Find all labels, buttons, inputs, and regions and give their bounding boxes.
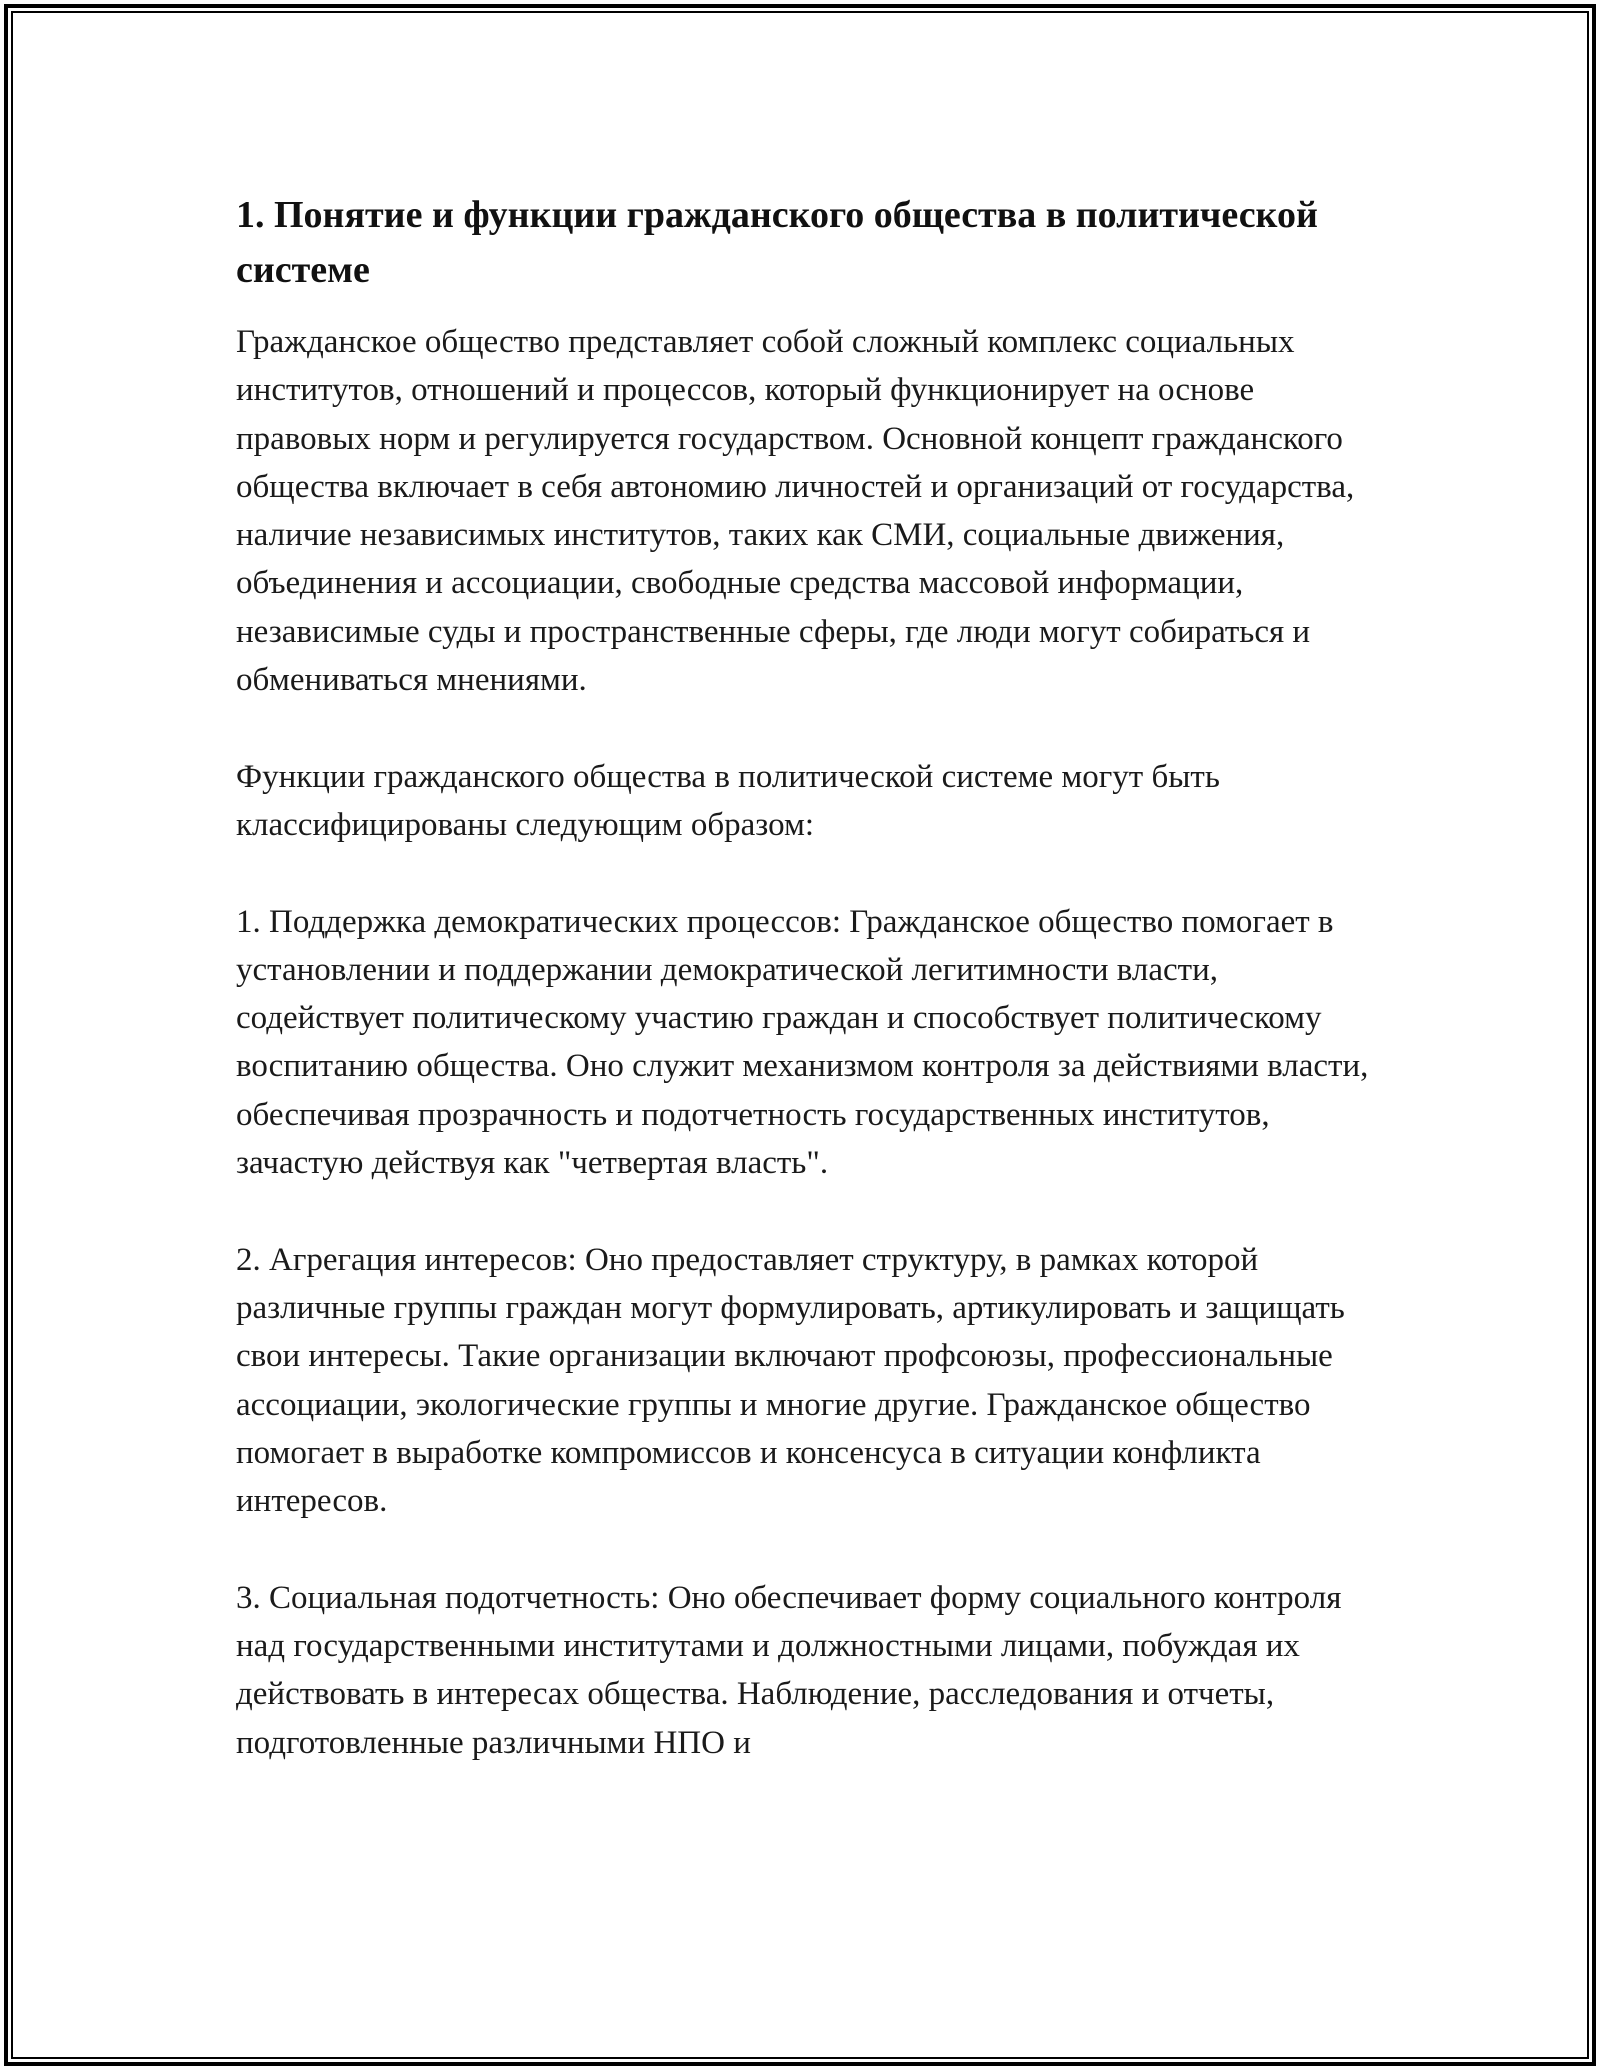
function-item-aggregation: 2. Агрегация интересов: Оно предоставляет структуру, в рамках которой различные группы граждан могут формулировать, артикулировать и защищать свои интересы. Такие организации включают профсоюзы, профессиональные ассоциации, экологические группы и многие другие. Гражданское общество помогает в выработке компромиссов и консенсуса в ситуации конфликта интересов. xyxy=(236,1241,1345,1520)
section-heading: 1. Понятие и функции гражданского общества в политической системе xyxy=(236,194,1318,291)
intro-paragraph: Гражданское общество представляет собой сложный комплекс социальных институтов, отношений и процессов, который функционирует на основе правовых норм и регулируется государством. Основной концепт гражданского общества включает в себя автономию личностей и организаций от государства, наличие независимых институтов, таких как СМИ, социальные движения, объединения и ассоциации, свободные средства массовой информации, независимые суды и пространственные сферы, где люди могут собираться и обмениваться мнениями. xyxy=(236,324,1355,699)
document-body xyxy=(236,188,1386,1767)
function-item-accountability: 3. Социальная подотчетность: Оно обеспечивает форму социального контроля над государственными институтами и должностными лицами, побуждая их действовать в интересах общества. Наблюдение, расследования и отчеты, подготовленные различными НПО и xyxy=(236,1579,1342,1761)
functions-intro-paragraph: Функции гражданского общества в политической системе могут быть классифицированы следующим образом: xyxy=(236,758,1220,843)
function-item-democracy: 1. Поддержка демократических процессов: Гражданское общество помогает в установлении и поддержании демократической легитимности власти, содействует политическому участию граждан и способствует политическому воспитанию общества. Оно служит механизмом контроля за действиями власти, обеспечивая прозрачность и подотчетность государственных институтов, зачастую действуя как "четвертая власть". xyxy=(236,903,1369,1182)
